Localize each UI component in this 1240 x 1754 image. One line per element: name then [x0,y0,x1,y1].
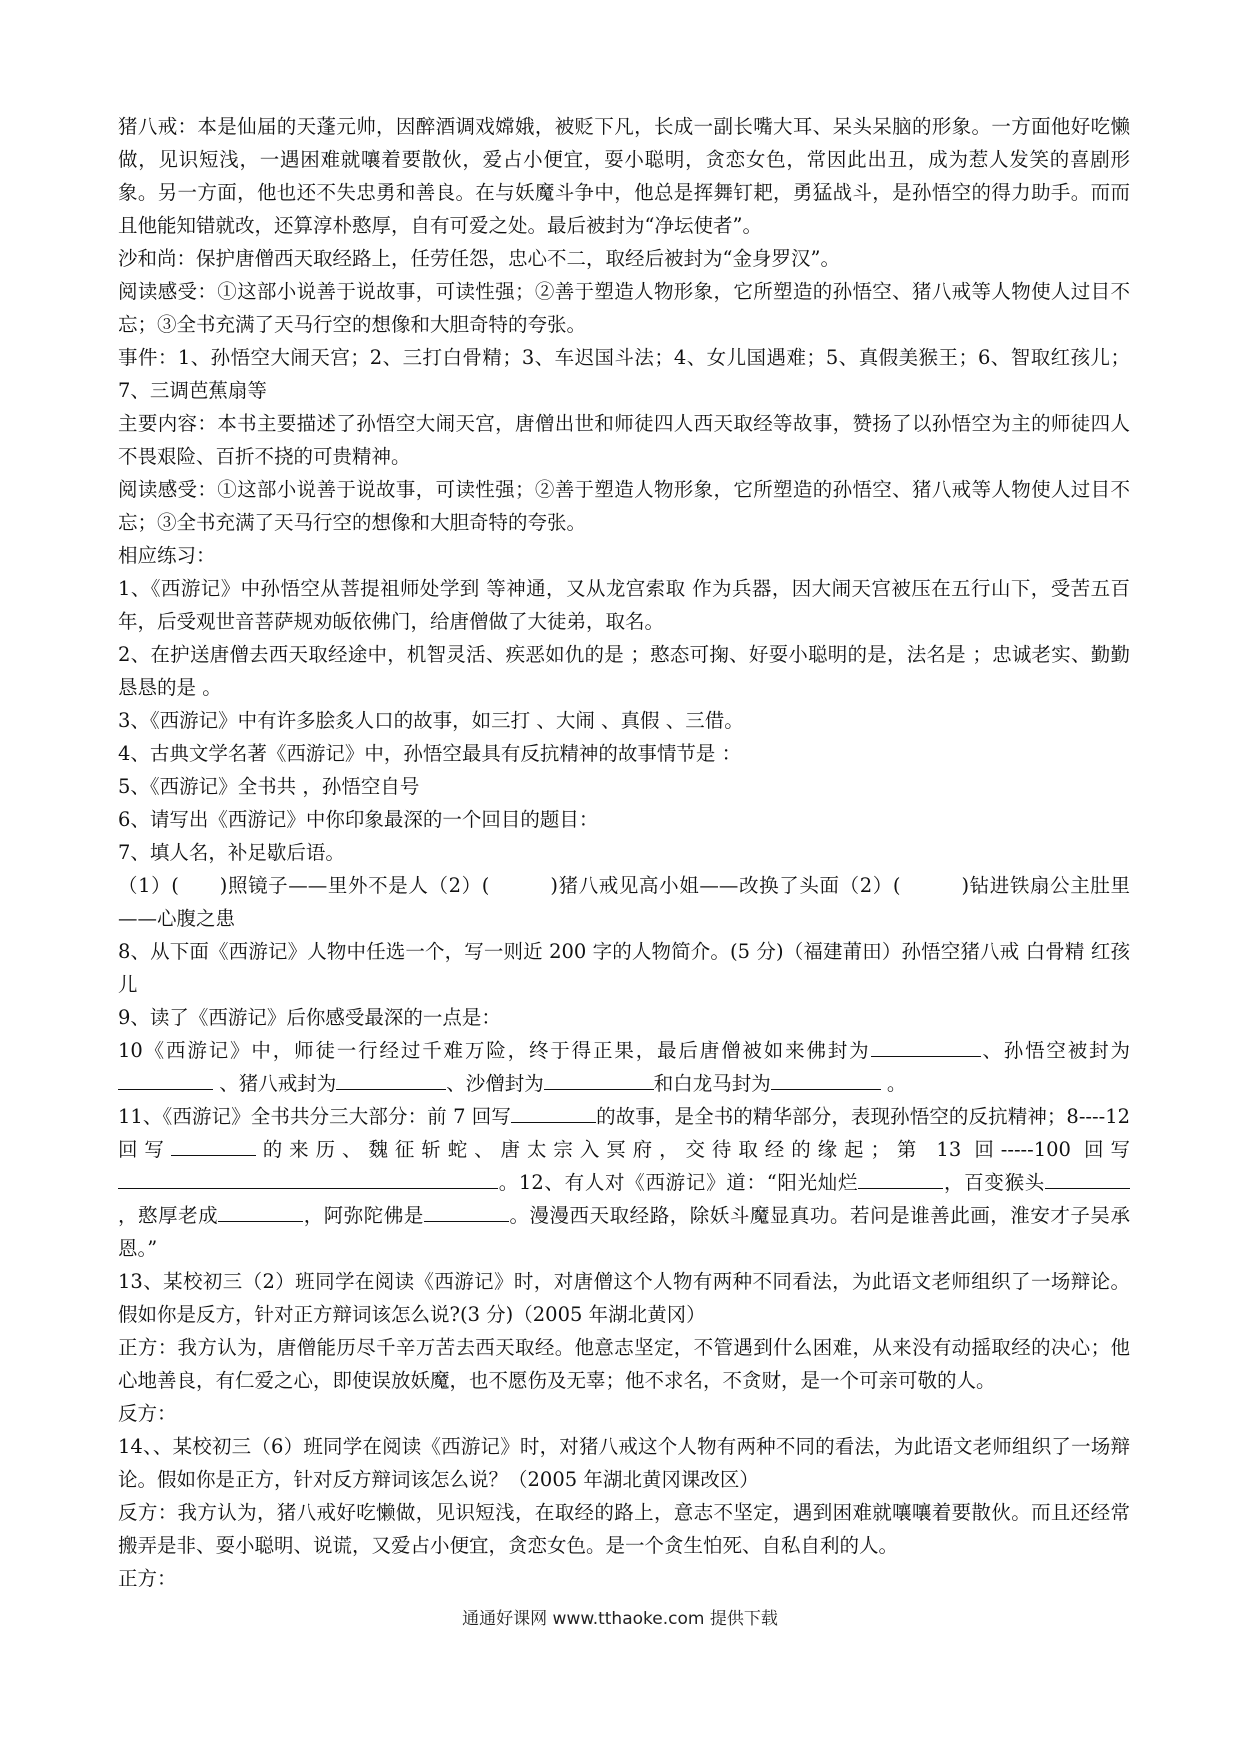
document-body [118,110,1130,1595]
question-4: 4、古典文学名著《西游记》中，孙悟空最具有反抗精神的故事情节是 ： [118,742,742,765]
question-10-text-b: 、孙悟空被封为 [980,1039,1130,1062]
exercises-heading: 相应练习： [118,544,216,567]
paragraph-reading-feeling-2: 阅读感受：①这部小说善于说故事，可读性强；②善于塑造人物形象，它所塑造的孙悟空、猪八戒等人物使人过目不忘；③全书充满了天马行空的想像和大胆奇特的夸张。 [118,478,1130,534]
question-11-12 [118,1100,1130,1265]
answer-blank[interactable] [858,1166,943,1189]
answer-blank[interactable] [771,1067,881,1090]
question-3: 3、《西游记》中有许多脍炙人口的故事，如三打 、大闹 、真假 、三借。 [118,709,744,732]
paragraph-reading-feeling-1: 阅读感受：①这部小说善于说故事，可读性强；②善于塑造人物形象，它所塑造的孙悟空、猪八戒等人物使人过目不忘；③全书充满了天马行空的想像和大胆奇特的夸张。 [118,280,1130,336]
answer-blank[interactable] [218,1199,303,1222]
question-10-text-d: 、沙僧封为 [446,1072,544,1095]
question-10-text-f: 。 [880,1072,907,1095]
question-12-text-h: 。漫漫西天取经路，除妖斗魔显真功。若问是谁善此画，淮安才子吴承恩。” [118,1204,1130,1260]
paragraph-shaheshang: 沙和尚：保护唐僧西天取经路上，任劳任怨，忠心不二，取经后被封为“金身罗汉”。 [118,247,840,270]
question-12-text-e: ，百变猴头 [943,1171,1045,1194]
question-12-text-d: 。12、有人对《西游记》道：“阳光灿烂 [498,1171,859,1194]
answer-blank[interactable] [544,1067,654,1090]
question-10 [118,1034,1130,1100]
question-7: 7、填人名，补足歇后语。 [118,841,345,864]
answer-blank[interactable] [171,1133,256,1156]
answer-blank[interactable] [424,1199,509,1222]
answer-blank[interactable] [511,1100,596,1123]
answer-blank[interactable] [1045,1166,1130,1189]
question-14: 14、、某校初三（6）班同学在阅读《西游记》时，对猪八戒这个人物有两种不同的看法，为此语文老师组织了一场辩论。假如你是正方，针对反方辩词该怎么说？（2005 年湖北黄冈课改区） [118,1435,1130,1491]
question-11-text-c: 的来历、魏征斩蛇、唐太宗入冥府，交待取经的缘起；第 13 回-----100 回写 [255,1138,1130,1161]
question-5: 5、《西游记》全书共 ，孙悟空自号 [118,775,420,798]
paragraph-events: 事件：1、孙悟空大闹天宫；2、三打白骨精；3、车迟国斗法；4、女儿国遇难；5、真假美猴王；6、智取红孩儿；7、三调芭蕉扇等 [118,346,1130,402]
answer-blank[interactable] [871,1034,981,1057]
question-9: 9、读了《西游记》后你感受最深的一点是： [118,1006,501,1029]
page-footer: 通通好课网 www.tthaoke.com 提供下载 [462,1609,778,1629]
answer-blank[interactable] [118,1067,213,1090]
question-11-text-a: 11、《西游记》全书共分三大部分：前 7 回写 [118,1105,511,1128]
answer-blank[interactable] [336,1067,446,1090]
question-13: 13、某校初三（2）班同学在阅读《西游记》时，对唐僧这个人物有两种不同看法，为此语文老师组织了一场辩论。假如你是反方，针对正方辩词该怎么说?(3 分)（2005 年湖北黄冈） [118,1270,1130,1326]
question-10-text-c: 、猪八戒封为 [213,1072,337,1095]
question-6: 6、请写出《西游记》中你印象最深的一个回目的题目： [118,808,599,831]
question-14-affirmative: 正方： [118,1567,177,1590]
question-13-affirmative: 正方：我方认为，唐僧能历尽千辛万苦去西天取经。他意志坚定，不管遇到什么困难，从来没有动摇取经的决心；他心地善良，有仁爱之心，即使误放妖魔，也不愿伤及无辜；他不求名，不贪财，是一个可亲可敬的人。 [118,1336,1130,1392]
paragraph-zhubajie: 猪八戒：本是仙届的天蓬元帅，因醉酒调戏嫦娥，被贬下凡，长成一副长嘴大耳、呆头呆脑的形象。一方面他好吃懒做，见识短浅，一遇困难就嚷着要散伙，爱占小便宜，耍小聪明，贪恋女色，常因此出丑，成为惹人发笑的喜剧形象。另一方面，他也还不失忠勇和善良。在与妖魔斗争中，他总是挥舞钉耙，勇猛战斗，是孙悟空的得力助手。而而且他能知错就改，还算淳朴憨厚，自有可爱之处。最后被封为“净坛使者”。 [118,115,1130,237]
question-11-text-b: 的故事，是全书的精华部分，表现孙悟空的反抗精神；8----12 回写 [118,1105,1131,1161]
question-13-negative: 反方： [118,1402,177,1425]
question-8: 8、从下面《西游记》人物中任选一个，写一则近 200 字的人物简介。(5 分)（福建莆田）孙悟空猪八戒 白骨精 红孩儿 [118,940,1130,996]
question-12-text-g: ，阿弥陀佛是 [303,1204,424,1227]
question-14-negative: 反方：我方认为，猪八戒好吃懒做，见识短浅，在取经的路上，意志不坚定，遇到困难就嚷嚷着要散伙。而且还经常搬弄是非、耍小聪明、说谎，又爱占小便宜，贪恋女色。是一个贪生怕死、自私自利的人。 [118,1501,1130,1557]
question-12-text-f: ，憨厚老成 [118,1204,219,1227]
question-2: 2、在护送唐僧去西天取经途中，机智灵活、疾恶如仇的是 ；憨态可掬、好耍小聪明的是，法名是 ；忠诚老实、勤勤恳恳的是 。 [118,643,1130,699]
question-7-items: （1）( )照镜子——里外不是人（2）( )猪八戒见高小姐——改换了头面（2）( )钻进铁扇公主肚里——心腹之患 [118,874,1130,930]
answer-blank[interactable] [118,1166,498,1189]
question-10-text-a: 10《西游记》中，师徒一行经过千难万险，终于得正果，最后唐僧被如来佛封为 [118,1039,871,1062]
question-1: 1、《西游记》中孙悟空从菩提祖师处学到 等神通，又从龙宫索取 作为兵器，因大闹天宫被压在五行山下，受苦五百年，后受观世音菩萨规劝皈依佛门，给唐僧做了大徒弟，取名。 [118,577,1130,633]
question-10-text-e: 和白龙马封为 [653,1072,771,1095]
paragraph-main-content: 主要内容：本书主要描述了孙悟空大闹天宫，唐僧出世和师徒四人西天取经等故事，赞扬了以孙悟空为主的师徒四人不畏艰险、百折不挠的可贵精神。 [118,412,1130,468]
